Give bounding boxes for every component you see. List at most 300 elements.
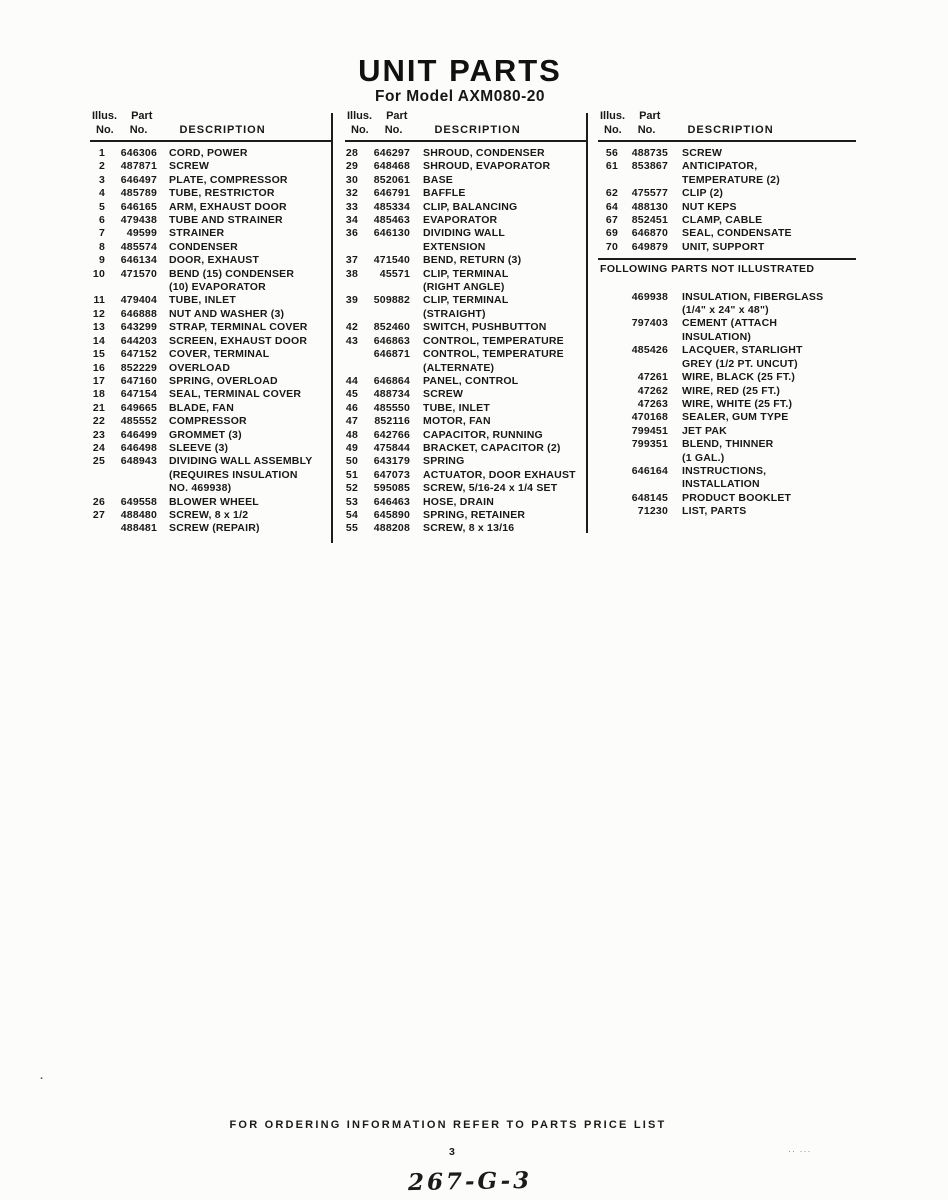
part-no [618,358,668,371]
page-title: UNIT PARTS [358,53,562,88]
part-no [358,281,410,294]
parts-row [90,281,332,294]
parts-row [345,362,587,375]
part-description: SHROUD, EVAPORATOR [423,160,551,173]
parts-row [598,398,856,411]
illus-no [598,492,618,505]
illus-no [598,291,618,304]
header-no-label: No. [604,124,622,136]
column-header [345,109,587,142]
parts-row [345,281,587,294]
part-no: 488130 [631,200,668,213]
parts-row [345,348,587,361]
parts-row [598,147,856,160]
part-no [358,362,410,375]
parts-row [90,268,332,281]
part-no: 646870 [631,227,668,240]
parts-row [345,147,587,160]
column-divider-right [586,113,588,533]
illus-no: 36 [345,227,358,240]
part-no: 485550 [373,401,410,414]
part-no: 475577 [631,187,668,200]
parts-row [345,442,587,455]
illus-no: 54 [345,508,358,521]
parts-row [90,455,332,468]
parts-row [598,241,856,254]
scan-artifact-dot: . [40,1070,44,1082]
part-no [618,331,668,344]
part-no: 488480 [120,508,157,521]
part-description: CONTROL, TEMPERATURE [423,348,564,361]
part-no: 649665 [120,401,157,414]
parts-row [345,522,587,535]
parts-row [598,201,856,214]
part-no: 646863 [373,334,410,347]
part-no: 488481 [120,522,157,535]
part-description: COMPRESSOR [169,415,247,428]
part-no [618,452,668,465]
part-description: WIRE, BLACK (25 FT.) [682,371,796,384]
part-no [618,304,668,317]
illus-no: 53 [345,495,358,508]
parts-row [90,362,332,375]
part-description: TUBE, INLET [169,294,236,307]
part-no: 49599 [126,227,157,240]
parts-column-right [598,109,856,519]
part-description: SWITCH, PUSHBUTTON [423,321,547,334]
illus-no: 48 [345,428,358,441]
part-no: 646864 [373,374,410,387]
parts-row [345,294,587,307]
illus-no: 15 [92,348,105,361]
parts-row [598,438,856,451]
part-no: 470168 [631,411,668,424]
illus-no [598,371,618,384]
parts-row [345,321,587,334]
part-no: 485334 [373,200,410,213]
illus-no: 16 [92,361,105,374]
illus-no: 49 [345,441,358,454]
parts-row [345,415,587,428]
illus-no: 28 [345,147,358,159]
parts-rows [598,147,856,254]
header-illus-label: Illus. [347,110,373,122]
illus-no: 45 [345,388,358,401]
part-description: CLAMP, CABLE [682,214,763,227]
illus-no: 29 [345,160,358,173]
parts-row [345,455,587,468]
part-no: 797403 [631,317,668,330]
illus-no: 44 [345,374,358,387]
part-no: 488734 [373,388,410,401]
part-no: 485463 [373,214,410,227]
illus-no: 46 [345,401,358,414]
part-no: 646791 [373,187,410,200]
part-no [105,482,157,495]
illus-no [598,317,618,330]
parts-row [90,335,332,348]
part-description: (RIGHT ANGLE) [423,281,505,294]
parts-row [90,429,332,442]
part-no: 643299 [120,321,157,334]
parts-row [90,201,332,214]
parts-row [90,321,332,334]
part-description: SPRING [423,455,465,468]
part-description: BEND (15) CONDENSER [169,267,295,280]
part-description: ARM, EXHAUST DOOR [169,200,287,213]
part-description: SCREW [423,388,464,401]
part-description: SCREW, 8 x 13/16 [423,522,515,535]
illus-no: 13 [92,321,105,334]
illus-no: 25 [92,455,105,468]
part-no: 649879 [631,240,668,253]
part-no: 646306 [120,147,157,159]
column-divider-left [331,113,333,543]
part-no: 479438 [120,214,157,227]
part-no: 852229 [120,361,157,374]
illus-no [598,358,618,371]
parts-row [90,308,332,321]
column-header [90,109,332,142]
part-description: SEALER, GUM TYPE [682,411,789,424]
part-no: 648943 [120,455,157,468]
part-description: (ALTERNATE) [423,361,495,374]
illus-no: 9 [98,254,105,267]
parts-row [90,509,332,522]
part-description: DIVIDING WALL [423,227,505,240]
part-no: 852116 [374,415,410,428]
part-description: (1 GAL.) [682,451,725,464]
parts-row [598,304,856,317]
illus-no: 69 [605,227,618,240]
illus-no: 67 [605,214,618,227]
part-description: NO. 469938) [169,482,232,495]
illus-no: 6 [98,214,105,227]
part-no: 649558 [120,495,157,508]
parts-row [90,348,332,361]
illus-no: 37 [345,254,358,267]
part-no: 799451 [631,424,668,437]
parts-row [90,469,332,482]
part-no: 648145 [631,491,668,504]
illus-no [598,505,618,518]
part-description: TUBE, INLET [423,401,490,414]
part-no: 852460 [373,321,410,334]
page-number: 3 [449,1146,455,1158]
part-no: 471570 [120,267,157,280]
part-description: ACTUATOR, DOOR EXHAUST [423,468,576,481]
illus-no: 64 [605,200,618,213]
part-no: 646463 [373,495,410,508]
part-no [618,478,668,491]
parts-row [598,371,856,384]
part-description: WIRE, RED (25 FT.) [682,384,781,397]
part-no: 799351 [631,438,668,451]
part-description: BASE [423,173,453,186]
part-description: (REQUIRES INSULATION [169,468,298,481]
illus-no [598,465,618,478]
part-description: SCREW [682,147,723,159]
illus-no: 26 [92,495,105,508]
column-header [598,109,856,142]
illus-no: 56 [605,147,618,159]
part-description: SLEEVE (3) [169,441,229,454]
part-description: BEND, RETURN (3) [423,254,522,267]
parts-row [598,317,856,330]
header-illus-label: Illus. [600,110,626,122]
part-description: STRAINER [169,227,225,240]
parts-row [345,201,587,214]
illus-no: 24 [92,441,105,454]
parts-row [90,402,332,415]
part-no: 852451 [631,214,668,227]
illus-no: 27 [92,508,105,521]
parts-row [90,227,332,240]
part-no: 471540 [373,254,410,267]
part-description: (STRAIGHT) [423,307,486,320]
part-description: EVAPORATOR [423,214,498,227]
page-subtitle: For Model AXM080-20 [375,88,545,105]
illus-no: 22 [92,415,105,428]
part-no: 488208 [373,522,410,535]
not-illustrated-title: FOLLOWING PARTS NOT ILLUSTRATED [600,263,815,276]
parts-row [345,174,587,187]
illus-no: 18 [92,388,105,401]
parts-row [345,308,587,321]
parts-row [90,375,332,388]
part-description: LACQUER, STARLIGHT [682,344,803,357]
header-no-label: No. [637,124,656,136]
parts-rows [90,147,332,536]
parts-row [90,522,332,535]
illus-no [598,478,618,491]
parts-row [90,388,332,401]
part-description: CORD, POWER [169,147,248,159]
parts-row [598,478,856,491]
parts-row [345,388,587,401]
parts-rows [345,147,587,536]
illus-no [345,241,358,254]
parts-row [90,174,332,187]
header-part-label: Part [386,110,408,122]
parts-row [345,241,587,254]
part-description: SHROUD, CONDENSER [423,147,545,159]
part-no: 647073 [373,468,410,481]
header-no-label: No. [129,124,148,136]
illus-no [90,482,105,495]
parts-row [598,505,856,518]
parts-row [598,227,856,240]
part-no: 47261 [637,371,668,384]
parts-row [90,147,332,160]
part-description: BLOWER WHEEL [169,495,259,508]
parts-column-left [90,109,332,536]
illus-no: 33 [345,200,358,213]
part-description: SPRING, OVERLOAD [169,374,278,387]
illus-no: 50 [345,455,358,468]
part-no: 647154 [120,388,157,401]
part-no [358,241,410,254]
parts-row [90,442,332,455]
illus-no: 30 [345,173,358,186]
parts-row [345,402,587,415]
part-no [105,281,157,294]
illus-no [598,452,618,465]
part-description: (1/4" x 24" x 48") [682,304,769,317]
part-description: SCREW, 5/16-24 x 1/4 SET [423,482,558,495]
header-description-label: DESCRIPTION [179,124,266,136]
illus-no [345,348,358,361]
scan-artifact-smudge: ·· ··· [788,1146,812,1156]
part-description: NUT KEPS [682,200,737,213]
parts-column-middle [345,109,587,536]
part-no: 45571 [379,267,410,280]
part-description: WIRE, WHITE (25 FT.) [682,397,793,410]
illus-no [598,425,618,438]
part-description: OVERLOAD [169,361,231,374]
part-description: CLIP, BALANCING [423,200,518,213]
part-no: 485789 [120,187,157,200]
handwritten-code: 267-G-3 [407,1166,533,1197]
part-no: 853867 [631,160,668,173]
parts-row [90,241,332,254]
parts-row [345,496,587,509]
part-description: CONDENSER [169,240,238,253]
parts-row [345,268,587,281]
parts-row [345,375,587,388]
part-no: 485552 [120,415,157,428]
illus-no: 1 [98,147,105,159]
column-header-line2 [345,123,587,137]
part-description: CEMENT (ATTACH [682,317,778,330]
part-no: 646164 [631,464,668,477]
parts-row [345,335,587,348]
parts-row [90,187,332,200]
part-description: PRODUCT BOOKLET [682,491,792,504]
part-no [358,308,410,321]
parts-row [598,214,856,227]
part-description: DOOR, EXHAUST [169,254,260,267]
illus-no: 47 [345,415,358,428]
header-part-label: Part [639,110,661,122]
parts-row [90,160,332,173]
illus-no: 2 [98,160,105,173]
part-description: CONTROL, TEMPERATURE [423,334,564,347]
part-no: 647160 [120,374,157,387]
parts-row [345,509,587,522]
header-no-label: No. [351,124,369,136]
part-no: 642766 [373,428,410,441]
parts-row [90,214,332,227]
part-description: CLIP, TERMINAL [423,267,509,280]
parts-row [598,385,856,398]
illus-no: 62 [605,187,618,200]
part-description: SCREW [169,160,210,173]
part-no: 645890 [373,508,410,521]
part-no: 485426 [631,344,668,357]
part-description: INSTRUCTIONS, [682,464,767,477]
part-no: 595085 [373,482,410,495]
part-description: SEAL, TERMINAL COVER [169,388,302,401]
illus-no [90,522,105,535]
illus-no [598,385,618,398]
parts-row [90,415,332,428]
part-description: GROMMET (3) [169,428,242,441]
part-description: INSTALLATION [682,478,760,491]
part-description: SEAL, CONDENSATE [682,227,792,240]
parts-row [598,411,856,424]
part-description: PANEL, CONTROL [423,374,519,387]
parts-row [90,496,332,509]
illus-no: 10 [92,267,105,280]
part-description: TEMPERATURE (2) [682,173,780,186]
illus-no [90,281,105,294]
illus-no: 43 [345,334,358,347]
illus-no [345,362,358,375]
parts-row [598,291,856,304]
part-no: 648468 [373,160,410,173]
part-no: 643179 [373,455,410,468]
parts-row [90,482,332,495]
ordering-note: FOR ORDERING INFORMATION REFER TO PARTS PRICE LIST [229,1119,667,1131]
parts-row [598,187,856,200]
illus-no: 4 [98,187,105,200]
part-description: JET PAK [682,424,727,437]
part-no: 488735 [631,147,668,159]
parts-row [345,482,587,495]
part-no: 646134 [120,254,157,267]
part-description: BRACKET, CAPACITOR (2) [423,441,561,454]
illus-no [598,331,618,344]
illus-no [598,344,618,357]
part-no [105,469,157,482]
parts-row [598,425,856,438]
parts-row [345,254,587,267]
illus-no: 61 [605,160,618,173]
part-no: 479404 [120,294,157,307]
part-description: GREY (1/2 PT. UNCUT) [682,357,798,370]
part-no: 852061 [373,173,410,186]
part-description: DIVIDING WALL ASSEMBLY [169,455,313,468]
header-part-label: Part [131,110,153,122]
parts-row [345,227,587,240]
part-no: 469938 [631,290,668,303]
parts-row [345,429,587,442]
column-header-line1 [90,109,332,123]
part-description: BLADE, FAN [169,401,234,414]
part-description: SCREW, 8 x 1/2 [169,508,249,521]
part-no: 647152 [120,348,157,361]
parts-row [345,214,587,227]
illus-no: 17 [92,374,105,387]
part-description: TUBE, RESTRICTOR [169,187,275,200]
illus-no: 70 [605,240,618,253]
part-description: SPRING, RETAINER [423,508,526,521]
part-description: INSULATION) [682,330,752,343]
header-no-label: No. [96,124,114,136]
illus-no [598,411,618,424]
header-description-label: DESCRIPTION [434,124,521,136]
illus-no [345,281,358,294]
illus-no: 39 [345,294,358,307]
part-description: STRAP, TERMINAL COVER [169,321,308,334]
parts-row [598,174,856,187]
parts-row [598,160,856,173]
part-description: CAPACITOR, RUNNING [423,428,543,441]
part-description: SCREEN, EXHAUST DOOR [169,334,308,347]
part-no: 644203 [120,334,157,347]
part-no: 487871 [120,160,157,173]
